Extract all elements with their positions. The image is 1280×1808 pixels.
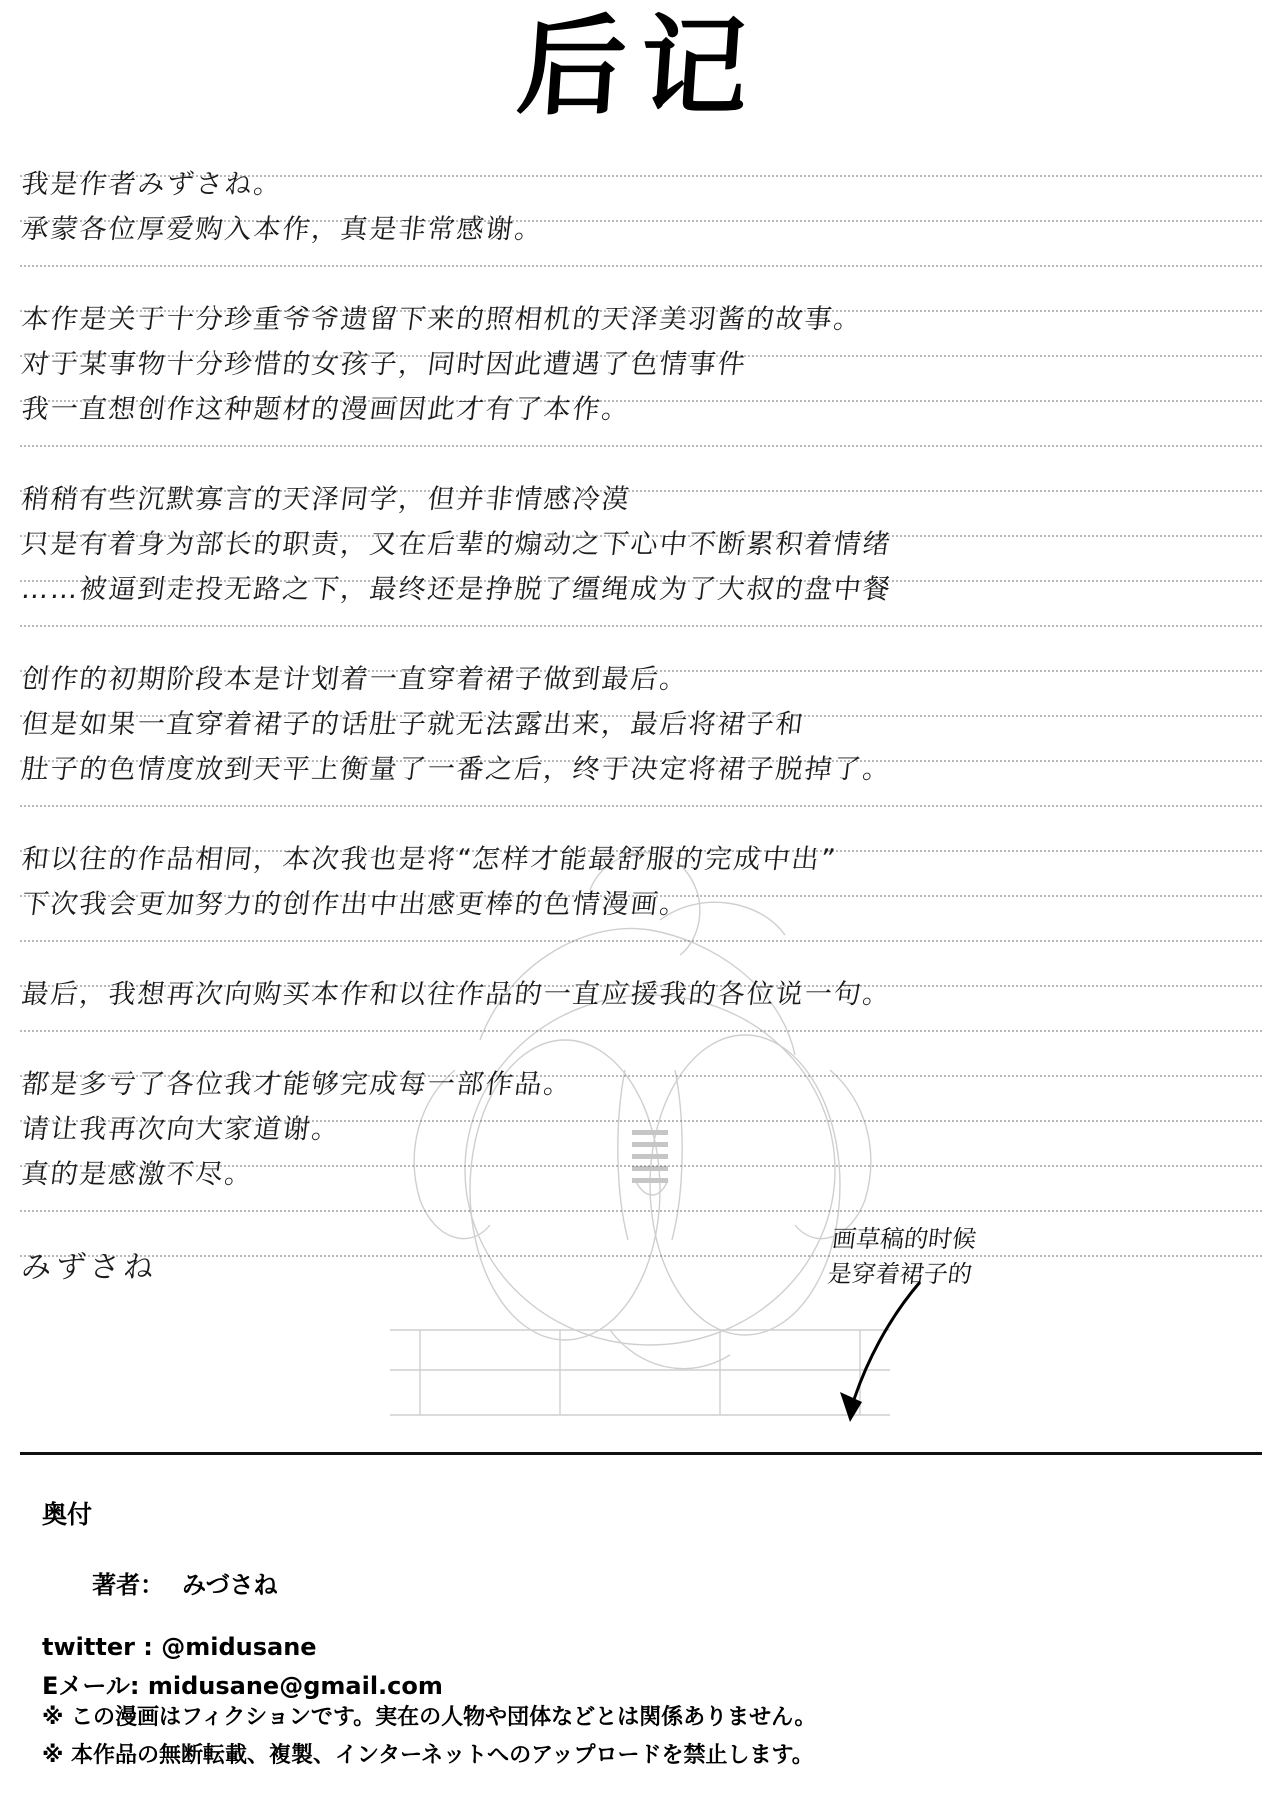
body-line: ……被逼到走投无路之下，最终还是挣脱了缰绳成为了大叔的盘中餐: [19, 574, 894, 605]
sketch-annotation: 画草稿的时候 是穿着裙子的: [826, 1225, 978, 1288]
colophon-heading: 奥付: [42, 1500, 93, 1529]
colophon-email[interactable]: Eメール: midusane@gmail.com: [42, 1672, 443, 1700]
colophon-author-name: みづさね: [182, 1571, 278, 1599]
body-line: 承蒙各位厚爱购入本作，真是非常感谢。: [19, 214, 546, 245]
colophon-author: [42, 1537, 682, 1628]
body-line: 我是作者みずさね。: [19, 169, 285, 200]
body-line: 对于某事物十分珍惜的女孩子，同时因此遭遇了色情事件: [19, 349, 749, 380]
divider: [20, 1452, 1262, 1455]
legal-notes: [42, 1700, 1042, 1776]
rule-line: [20, 445, 1262, 447]
body-line: 但是如果一直穿着裙子的话肚子就无法露出来，最后将裙子和: [19, 709, 807, 740]
body-line: 都是多亏了各位我才能够完成每一部作品。: [19, 1069, 575, 1100]
body-line: 我一直想创作这种题材的漫画因此才有了本作。: [19, 394, 633, 425]
legal-note-copyright: ※ 本作品の無断転載、複製、インターネットへのアップロードを禁止します。: [42, 1743, 814, 1768]
colophon: [42, 1495, 682, 1706]
rule-line: [20, 625, 1262, 627]
annotation-arrow-icon: [820, 1272, 930, 1432]
body-line: 下次我会更加努力的创作出中出感更棒的色情漫画。: [19, 889, 691, 920]
rule-line: [20, 265, 1262, 267]
author-signature: みずさね: [19, 1250, 160, 1285]
body-line: 稍稍有些沉默寡言的天泽同学，但并非情感冷漠: [19, 484, 633, 515]
body-line: 最后，我想再次向购买本作和以往作品的一直应援我的各位说一句。: [19, 979, 894, 1010]
body-line: 本作是关于十分珍重爷爷遗留下来的照相机的天泽美羽酱的故事。: [19, 304, 865, 335]
colophon-twitter[interactable]: twitter : @midusane: [42, 1633, 317, 1661]
body-line: 和以往的作品相同，本次我也是将“怎样才能最舒服的完成中出”: [19, 844, 839, 875]
page-title: 后记: [513, 5, 767, 130]
body-line: 只是有着身为部长的职责，又在后辈的煽动之下心中不断累积着情绪: [19, 529, 894, 560]
legal-note-fiction: ※ この漫画はフィクションです。実在の人物や団体などとは関係ありません。: [42, 1705, 817, 1730]
body-line: 肚子的色情度放到天平上衡量了一番之后，终于决定将裙子脱掉了。: [19, 754, 894, 785]
body-line: 请让我再次向大家道谢。: [19, 1114, 343, 1145]
colophon-author-label: 著者：: [92, 1571, 165, 1599]
body-line: 真的是感激不尽。: [19, 1159, 256, 1190]
body-line: 创作的初期阶段本是计划着一直穿着裙子做到最后。: [19, 664, 691, 695]
